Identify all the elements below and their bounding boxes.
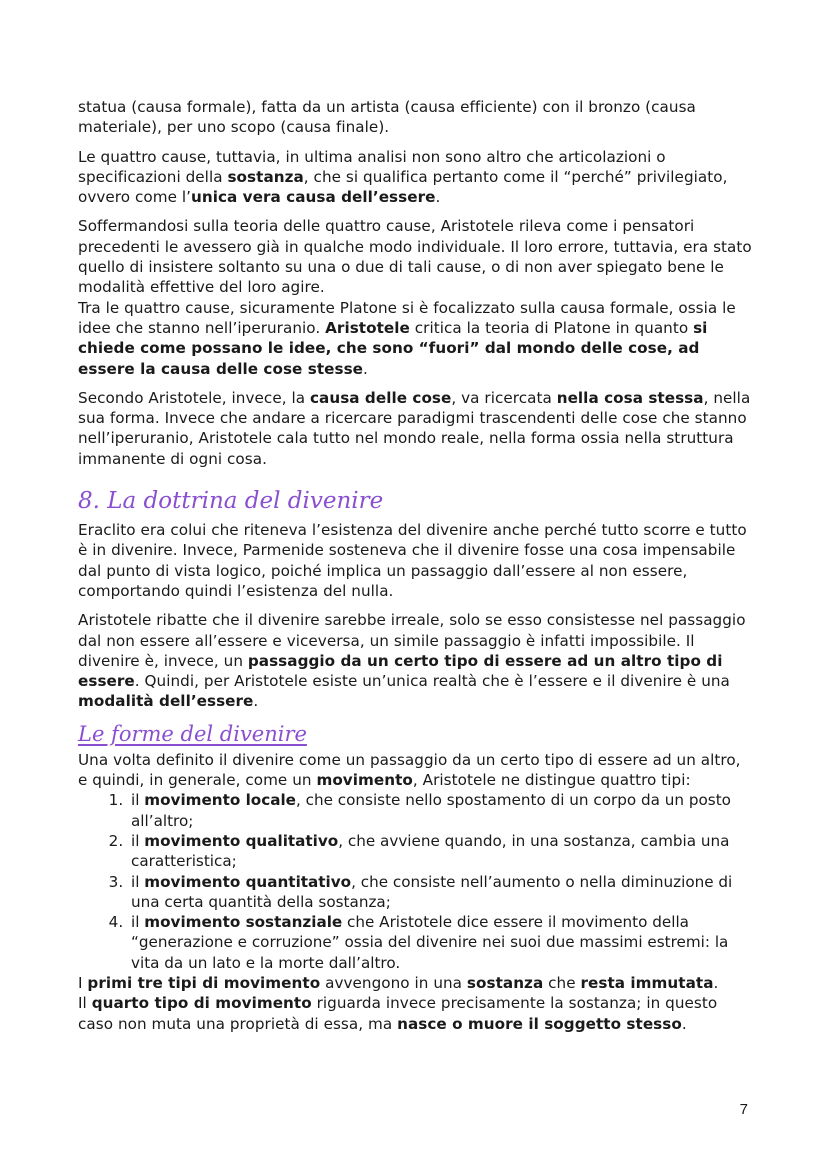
list-item: 3. il movimento quantitativo, che consiste nell’aumento o nella diminuzione di una certa quantità della sostanza; — [128, 872, 754, 913]
paragraph-heraclitus-parmenides: Eraclito era colui che riteneva l’esistenza del divenire anche perché tutto scorre e tutto è in divenire. Invece, Parmenide sosteneva che il divenire fosse una cosa impensabile dal punto di vista logico, poiché implica un passaggio dall’essere al non essere, comportando quindi l’esistenza del nulla. — [78, 521, 747, 600]
paragraph-first-three-types: I primi tre tipi di movimento avvengono in una sostanza che resta immutata. — [78, 973, 719, 992]
list-item: 4. il movimento sostanziale che Aristotele dice essere il movimento della “generazione e corruzione” ossia del divenire nei suoi due massimi estremi: la vita da un lato e la morte dall’altro. — [128, 912, 754, 973]
list-item: 2. il movimento qualitativo, che avviene quando, in una sostanza, cambia una caratteristica; — [128, 831, 754, 872]
paragraph-fourth-type: Il quarto tipo di movimento riguarda invece precisamente la sostanza; in questo caso non muta una proprietà di essa, ma nasce o muore il soggetto stesso. — [78, 994, 718, 1033]
page-number: 7 — [739, 1101, 748, 1118]
paragraph-immanent-form: Secondo Aristotele, invece, la causa delle cose, va ricercata nella cosa stessa, nella sua forma. Invece che andare a ricercare paradigmi trascendenti delle cose che stanno nell’iperuranio, Aristotele cala tutto nel mondo reale, nella forma ossia nella struttura immanente di ogni cosa. — [78, 388, 751, 468]
paragraph-four-causes-substance: Le quattro cause, tuttavia, in ultima analisi non sono altro che articolazioni o specificazioni della sostanza, che si qualifica pertanto come il “perché” privilegiato, ovvero come l’unica vera causa dell’essere. — [78, 147, 728, 207]
list-item: 1. il movimento locale, che consiste nello spostamento di un corpo da un posto all’altro; — [128, 790, 754, 831]
paragraph-causes-example: statua (causa formale), fatta da un artista (causa efficiente) con il bronzo (causa materiale), per uno scopo (causa finale). — [78, 98, 696, 137]
paragraph-aristotle-becoming: Aristotele ribatte che il divenire sarebbe irreale, solo se esso consistesse nel passaggio dal non essere all’essere e viceversa, un simile passaggio è infatti impossibile. Il divenire è, invece, un passaggio da un certo tipo di essere ad un altro tipo di essere. Quindi, per Aristotele esiste un’unica realtà che è l’essere e il divenire è una modalità dell’essere. — [78, 611, 746, 711]
movement-types-list — [78, 790, 754, 973]
paragraph-plato-critique: Tra le quattro cause, sicuramente Platone si è focalizzato sulla causa formale, ossia le idee che stanno nell’iperuranio. Aristotele critica la teoria di Platone in quanto si chiede come possano le idee, che sono “fuori” dal mondo delle cose, ad essere la causa delle cose stesse. — [78, 298, 736, 378]
page-body — [78, 97, 754, 1043]
subsection-heading: Le forme del divenire — [78, 721, 307, 746]
paragraph-movement-intro: Una volta definito il divenire come un passaggio da un certo tipo di essere ad un altro, e quindi, in generale, come un movimento, Aristotele ne distingue quattro tipi: — [78, 750, 741, 790]
section-heading: 8. La dottrina del divenire — [78, 488, 384, 515]
paragraph-previous-thinkers: Soffermandosi sulla teoria delle quattro cause, Aristotele rileva come i pensatori precedenti le avessero già in qualche modo individuale. Il loro errore, tuttavia, era stato quello di insistere soltanto su una o due di tali cause, o di non aver spiegato bene le modalità effettive del loro agire. — [78, 217, 752, 297]
